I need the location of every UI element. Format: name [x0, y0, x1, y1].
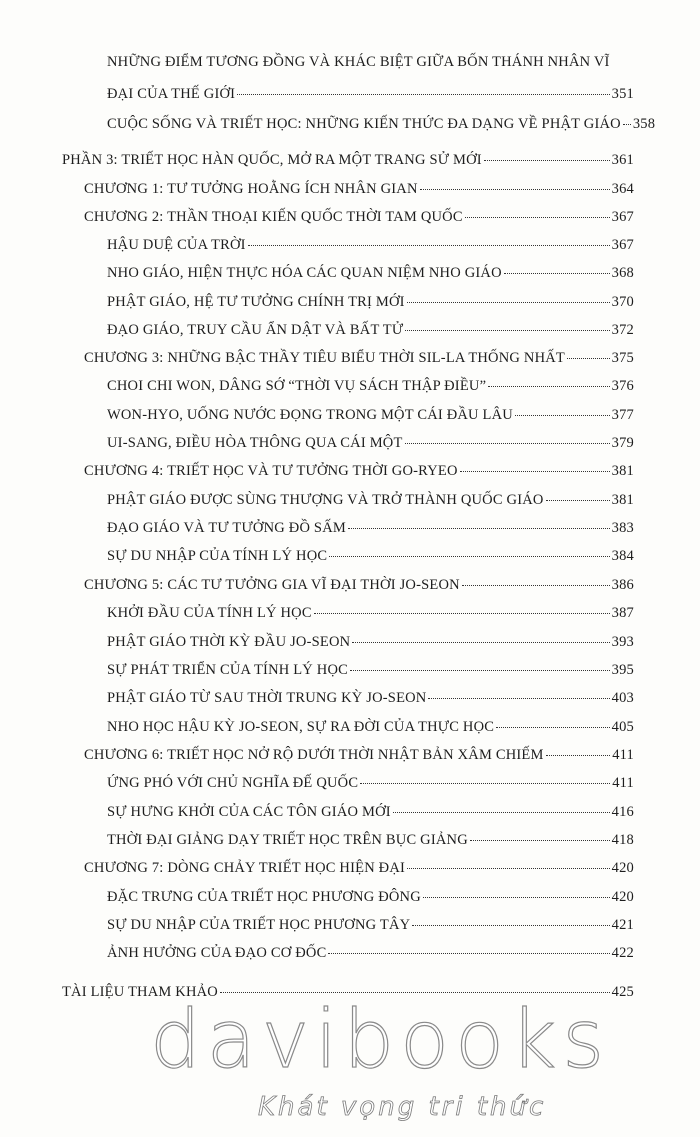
toc-page-number: 420 [611, 889, 634, 905]
dot-leader [412, 925, 609, 926]
dot-leader [515, 415, 610, 416]
toc-entry-title: WON-HYO, UỐNG NƯỚC ĐỌNG TRONG MỘT CÁI ĐẦU LÂU [107, 407, 513, 423]
toc-entry-title: THỜI ĐẠI GIẢNG DẠY TRIẾT HỌC TRÊN BỤC GIẢNG [107, 832, 468, 848]
toc-page-number: 375 [611, 350, 634, 366]
toc-chapter-entry[interactable] [84, 350, 634, 367]
toc-entry-title: NHỮNG ĐIỂM TƯƠNG ĐỒNG VÀ KHÁC BIỆT GIỮA BỐN THÁNH NHÂN VĨ [107, 54, 610, 70]
dot-leader [329, 556, 609, 557]
toc-entry-title: HẬU DUỆ CỦA TRỜI [107, 237, 246, 253]
toc-page-number: 411 [612, 747, 634, 763]
dot-leader [350, 670, 610, 671]
toc-entry-title: PHẬT GIÁO, HỆ TƯ TƯỞNG CHÍNH TRỊ MỚI [107, 294, 405, 310]
toc-page-number: 416 [611, 804, 634, 820]
dot-leader [237, 94, 609, 95]
toc-section-entry[interactable] [107, 662, 634, 679]
toc-entry-title: CHƯƠNG 7: DÒNG CHẢY TRIẾT HỌC HIỆN ĐẠI [84, 860, 406, 876]
toc-page-number: 377 [611, 407, 634, 423]
toc-page-number: 367 [611, 237, 634, 253]
toc-entry-title: CHƯƠNG 2: THẦN THOẠI KIẾN QUỐC THỜI TAM QUỐC [84, 209, 463, 225]
toc-page-number: 393 [611, 634, 634, 650]
toc-section-entry[interactable] [107, 804, 634, 821]
toc-entry-title: ĐẠO GIÁO VÀ TƯ TƯỞNG ĐỒ SẤM [107, 520, 346, 536]
toc-page-number: 425 [611, 984, 634, 1000]
toc-section-entry[interactable] [107, 492, 634, 509]
dot-leader [546, 500, 610, 501]
toc-section-entry[interactable] [107, 237, 634, 254]
toc-chapter-entry[interactable] [84, 209, 634, 226]
dot-leader [420, 189, 610, 190]
dot-leader [428, 698, 609, 699]
toc-entry-title: ĐẠO GIÁO, TRUY CẦU ẨN DẬT VÀ BẤT TỬ [107, 322, 404, 338]
toc-entry-title: ĐẠI CỦA THẾ GIỚI [107, 86, 236, 102]
toc-page-number: 421 [611, 917, 634, 933]
toc-section-entry[interactable] [107, 634, 634, 651]
toc-page-number: 422 [611, 945, 634, 961]
toc-section-entry[interactable] [107, 548, 634, 565]
toc-page-number: 367 [611, 209, 634, 225]
toc-chapter-entry[interactable] [84, 463, 634, 480]
toc-entry-title: ỨNG PHÓ VỚI CHỦ NGHĨA ĐẾ QUỐC [107, 775, 359, 791]
toc-page-number: 381 [611, 492, 634, 508]
toc-page-number: 368 [611, 265, 634, 281]
toc-section-entry[interactable] [107, 520, 634, 537]
watermark-brand: davibooks [150, 993, 611, 1086]
dot-leader [567, 358, 610, 359]
toc-entry[interactable] [107, 116, 656, 133]
toc-entry-title: TÀI LIỆU THAM KHẢO [62, 984, 218, 1000]
toc-section-entry[interactable] [107, 690, 634, 707]
toc-entry-title: CHƯƠNG 3: NHỮNG BẬC THẦY TIÊU BIỂU THỜI SIL-LA THỐNG NHẤT [84, 350, 565, 366]
dot-leader [360, 783, 610, 784]
toc-page-number: 386 [611, 577, 634, 593]
toc-entry-title: PHẬT GIÁO ĐƯỢC SÙNG THƯỢNG VÀ TRỞ THÀNH QUỐC GIÁO [107, 492, 544, 508]
toc-page-number: 376 [611, 378, 634, 394]
toc-entry-title: CHƯƠNG 1: TƯ TƯỞNG HOẰNG ÍCH NHÂN GIAN [84, 181, 418, 197]
dot-leader [460, 471, 610, 472]
toc-chapter-entry[interactable] [84, 577, 634, 594]
toc-entry-title: KHỞI ĐẦU CỦA TÍNH LÝ HỌC [107, 605, 312, 621]
toc-chapter-entry[interactable] [84, 181, 634, 198]
toc-section-entry[interactable] [107, 322, 634, 339]
toc-page-number: 383 [611, 520, 634, 536]
toc-entry-title: CHOI CHI WON, DÂNG SỚ “THỜI VỤ SÁCH THẬP ĐIỀU” [107, 378, 487, 394]
dot-leader [488, 386, 609, 387]
toc-page-number: 358 [632, 116, 656, 132]
toc-chapter-entry[interactable] [84, 860, 634, 877]
dot-leader [465, 217, 610, 218]
toc-section-entry[interactable] [107, 889, 634, 906]
dot-leader [393, 812, 610, 813]
dot-leader [405, 443, 610, 444]
toc-section-entry[interactable] [107, 832, 634, 849]
toc-page-number: 370 [611, 294, 634, 310]
toc-entry[interactable] [107, 86, 634, 103]
toc-section-entry[interactable] [107, 775, 634, 792]
toc-section-entry[interactable] [107, 917, 634, 934]
toc-section-entry[interactable] [107, 719, 634, 736]
toc-entry-title: ĐẶC TRƯNG CỦA TRIẾT HỌC PHƯƠNG ĐÔNG [107, 889, 421, 905]
dot-leader [352, 642, 609, 643]
dot-leader [248, 245, 610, 246]
toc-page-number: 387 [611, 605, 634, 621]
toc-page-number: 384 [611, 548, 634, 564]
dot-leader [484, 160, 610, 161]
toc-page-number: 403 [611, 690, 634, 706]
toc-entry-title: PHẬT GIÁO THỜI KỲ ĐẦU JO-SEON [107, 634, 351, 650]
toc-section-entry[interactable] [107, 378, 634, 395]
dot-leader [462, 585, 610, 586]
dot-leader [470, 840, 610, 841]
dot-leader [423, 897, 610, 898]
dot-leader [314, 613, 610, 614]
toc-section-entry[interactable] [107, 265, 634, 282]
toc-chapter-entry[interactable] [84, 747, 634, 764]
toc-part-entry[interactable] [62, 152, 634, 169]
toc-section-entry[interactable] [107, 294, 634, 311]
toc-page-number: 411 [612, 775, 634, 791]
dot-leader [546, 755, 611, 756]
toc-entry-title: PHẬT GIÁO TỪ SAU THỜI TRUNG KỲ JO-SEON [107, 690, 427, 706]
toc-entry-title: SỰ HƯNG KHỞI CỦA CÁC TÔN GIÁO MỚI [107, 804, 391, 820]
toc-section-entry[interactable] [107, 605, 634, 622]
toc-entry-title: UI-SANG, ĐIỀU HÒA THÔNG QUA CÁI MỘT [107, 435, 403, 451]
toc-section-entry[interactable] [107, 945, 634, 962]
watermark-slogan: Khát vọng tri thức [258, 1092, 547, 1122]
toc-page-number: 351 [611, 86, 634, 102]
toc-entry-title: SỰ PHÁT TRIỂN CỦA TÍNH LÝ HỌC [107, 662, 349, 678]
toc-page-number: 405 [611, 719, 634, 735]
toc-section-entry[interactable] [107, 407, 634, 424]
toc-page-number: 372 [611, 322, 634, 338]
toc-page-number: 420 [611, 860, 634, 876]
toc-page-number: 364 [611, 181, 634, 197]
toc-entry-title: CHƯƠNG 5: CÁC TƯ TƯỞNG GIA VĨ ĐẠI THỜI JO-SEON [84, 577, 460, 593]
toc-page-number: 395 [611, 662, 634, 678]
toc-entry-title: PHẦN 3: TRIẾT HỌC HÀN QUỐC, MỞ RA MỘT TRANG SỬ MỚI [62, 152, 482, 168]
toc-entry-title: ẢNH HƯỞNG CỦA ĐẠO CƠ ĐỐC [107, 945, 327, 961]
toc-section-entry[interactable] [107, 435, 634, 452]
toc-page-number: 418 [611, 832, 634, 848]
toc-page-number: 381 [611, 463, 634, 479]
toc-entry-title: NHO HỌC HẬU KỲ JO-SEON, SỰ RA ĐỜI CỦA THỰC HỌC [107, 719, 495, 735]
dot-leader [623, 124, 631, 125]
toc-entry-title: CUỘC SỐNG VÀ TRIẾT HỌC: NHỮNG KIẾN THỨC ĐA DẠNG VỀ PHẬT GIÁO [107, 116, 621, 132]
dot-leader [405, 330, 609, 331]
dot-leader [348, 528, 610, 529]
toc-entry-title: SỰ DU NHẬP CỦA TRIẾT HỌC PHƯƠNG TÂY [107, 917, 411, 933]
dot-leader [407, 868, 610, 869]
dot-leader [504, 273, 610, 274]
toc-page-number: 379 [611, 435, 634, 451]
toc-entry-title: CHƯƠNG 4: TRIẾT HỌC VÀ TƯ TƯỞNG THỜI GO-RYEO [84, 463, 458, 479]
toc-entry-title: CHƯƠNG 6: TRIẾT HỌC NỞ RỘ DƯỚI THỜI NHẬT BẢN XÂM CHIẾM [84, 747, 544, 763]
dot-leader [328, 953, 609, 954]
toc-page-number: 361 [611, 152, 634, 168]
toc-entry-title: NHO GIÁO, HIỆN THỰC HÓA CÁC QUAN NIỆM NHO GIÁO [107, 265, 502, 281]
dot-leader [407, 302, 610, 303]
toc-entry-title: SỰ DU NHẬP CỦA TÍNH LÝ HỌC [107, 548, 328, 564]
dot-leader [496, 727, 610, 728]
